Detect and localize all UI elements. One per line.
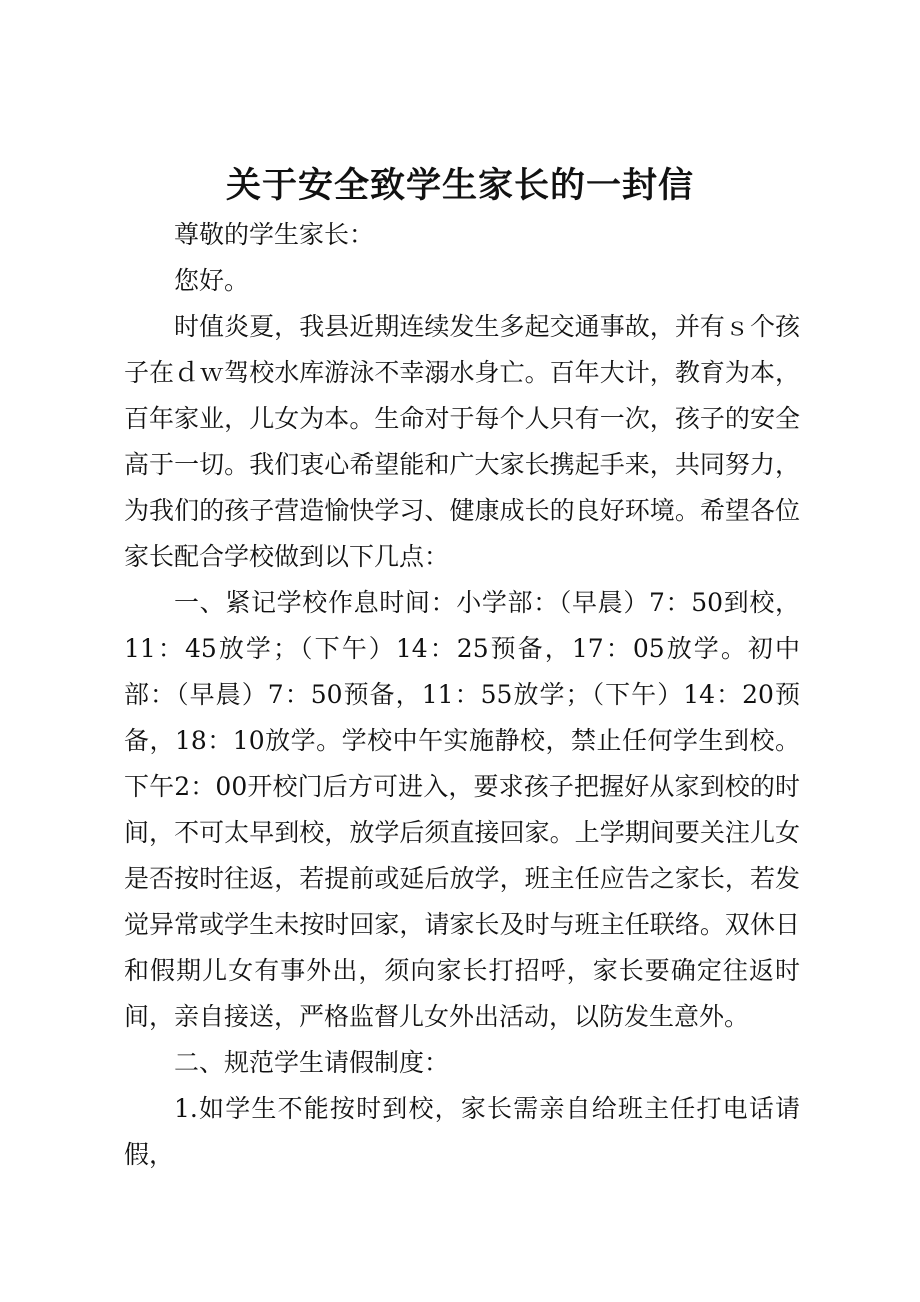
- salutation: 尊敬的学生家长：: [174, 220, 375, 249]
- intro-paragraph: 时值炎夏，我县近期连续发生多起交通事故，并有ｓ个孩子在ｄｗ驾校水库游泳不幸溺水身亡。百年大计，教育为本，百年家业，儿女为本。生命对于每个人只有一次，孩子的安全高于一切。我们衷心希望能和广大家长携起手来，共同努力，为我们的孩子营造愉快学习、健康成长的良好环境。希望各位家长配合学校做到以下几点：: [124, 312, 800, 571]
- section-2-item-1: 1.如学生不能按时到校，家长需亲自给班主任打电话请假，: [124, 1094, 800, 1169]
- document-title: 关于安全致学生家长的一封信: [225, 165, 694, 206]
- greeting: 您好。: [174, 266, 250, 295]
- letter-body: [124, 212, 800, 1178]
- section-2-heading: 二、规范学生请假制度：: [174, 1048, 450, 1077]
- section-1-schedule: 一、紧记学校作息时间：小学部：（早晨）7：50到校，11：45放学；（下午）14：25预备，17：05放学。初中部：（早晨）7：50预备，11：55放学；（下午）14：20预备，18：10放学。学校中午实施静校，禁止任何学生到校。下午2：00开校门后方可进入，要求孩子把握好从家到校的时间，不可太早到校，放学后须直接回家。上学期间要关注儿女是否按时往返，若提前或延后放学，班主任应告之家长，若发觉异常或学生未按时回家，请家长及时与班主任联络。双休日和假期儿女有事外出，须向家长打招呼，家长要确定往返时间，亲自接送，严格监督儿女外出活动，以防发生意外。: [124, 588, 800, 1031]
